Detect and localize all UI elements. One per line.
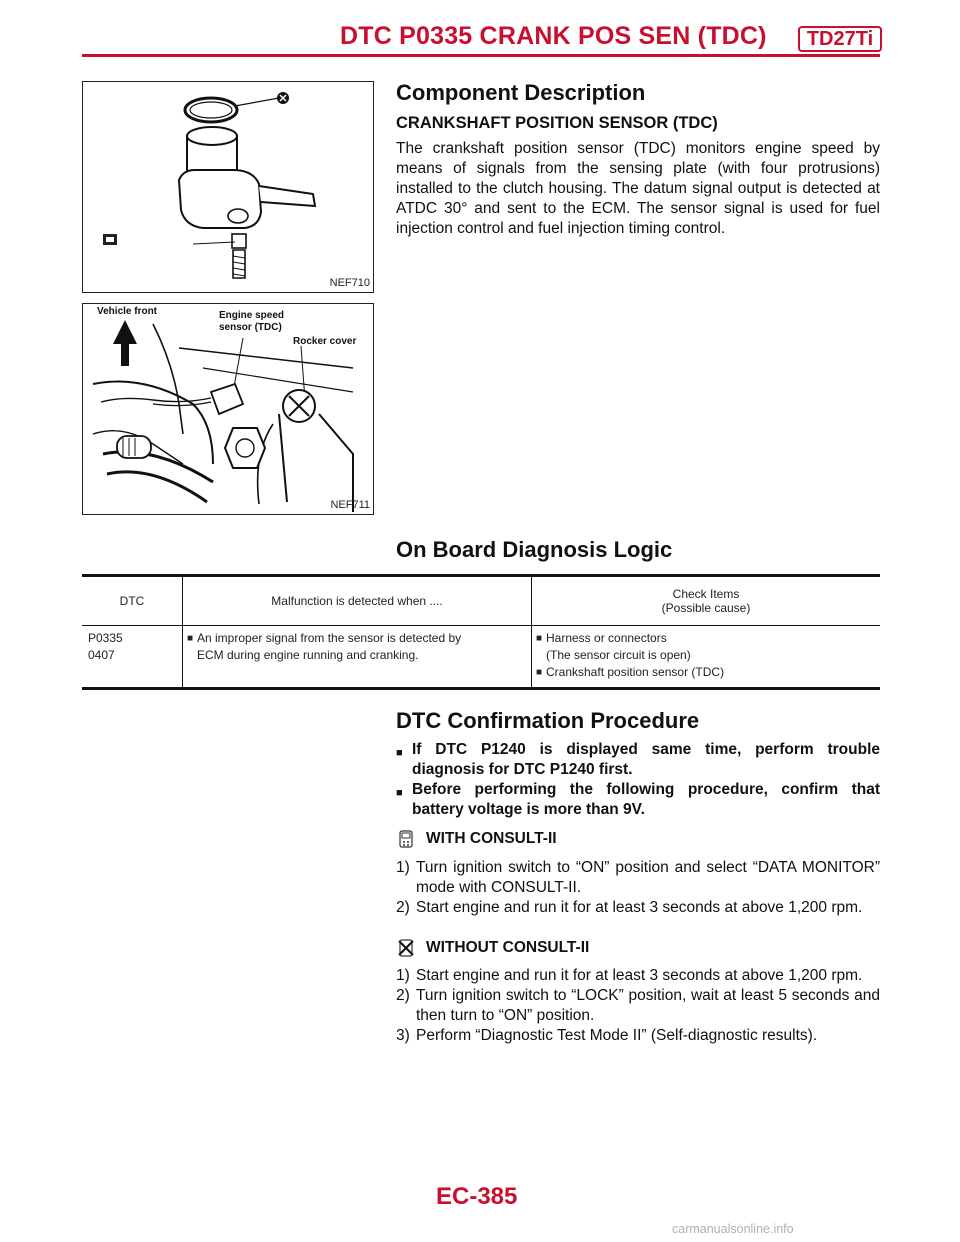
bullet-icon: ■ <box>187 633 194 644</box>
bullet-icon: ■ <box>536 633 543 644</box>
page-header-title: DTC P0335 CRANK POS SEN (TDC) <box>340 22 767 50</box>
list-item: ■ If DTC P1240 is displayed same time, perform trouble diagnosis for DTC P1240 first. <box>396 741 880 778</box>
subsection-title-sensor: CRANKSHAFT POSITION SENSOR (TDC) <box>396 114 718 132</box>
label-vehicle-front: Vehicle front <box>97 306 158 317</box>
component-description-text: The crankshaft position sensor (TDC) monitors engine speed by means of signals from the sensing plate (with four protrusions) installed to the clutch housing. The datum signal output is detected at ATDC 30° and sent to the ECM. The sensor signal is used for fuel injection control and fuel injection timing control. <box>396 140 880 237</box>
no-tester-icon <box>396 938 416 958</box>
cell-dtc: P0335 0407 <box>82 626 183 689</box>
bullet-icon: ■ <box>396 747 403 759</box>
without-consult-heading: WITHOUT CONSULT-II <box>396 938 589 958</box>
header-check-items: Check Items (Possible cause) <box>532 576 881 626</box>
figure-sensor-location <box>82 303 374 515</box>
watermark: carmanualsonline.info <box>672 1222 794 1236</box>
label-sensor-line2: sensor (TDC) <box>219 322 282 333</box>
model-badge: TD27Ti <box>798 26 882 52</box>
figure-reference: NEF711 <box>330 499 370 511</box>
replace-marker-icon <box>277 92 289 104</box>
confirmation-notes <box>396 740 880 820</box>
label-rocker-cover: Rocker cover <box>293 336 357 347</box>
header-malfunction: Malfunction is detected when .... <box>183 576 532 626</box>
cell-check-items: ■ Harness or connectors (The sensor circuit is open) ■ Crankshaft position sensor (TDC) <box>536 631 725 679</box>
with-consult-heading: WITH CONSULT-II <box>396 829 557 849</box>
figure-sensor-torque <box>82 81 374 293</box>
figure-reference: NEF710 <box>329 277 370 289</box>
section-title-component: Component Description <box>396 80 646 105</box>
cell-malfunction: ■ An improper signal from the sensor is detected by ECM during engine running and cranking. <box>183 626 532 689</box>
vehicle-front-arrow-icon <box>113 320 137 366</box>
label-sensor-line1: Engine speed <box>219 310 285 321</box>
torque-wrench-icon <box>103 234 117 245</box>
header-dtc: DTC <box>82 576 183 626</box>
list-item: 3) Perform “Diagnostic Test Mode II” (Self-diagnostic results). <box>396 1027 818 1044</box>
without-consult-steps <box>396 966 880 1046</box>
table-row <box>82 626 880 689</box>
table-header-row <box>82 576 880 626</box>
list-item: 2) Turn ignition switch to “LOCK” position, wait at least 5 seconds and then turn to “ON” position. <box>396 987 880 1024</box>
section-title-confirmation: DTC Confirmation Procedure <box>396 708 700 733</box>
list-item: 1) Start engine and run it for at least 3 seconds at above 1,200 rpm. <box>396 967 863 984</box>
list-item: 2) Start engine and run it for at least 3 seconds at above 1,200 rpm. <box>396 899 863 916</box>
consult-tester-icon <box>396 829 416 849</box>
list-item: ■ Before performing the following procedure, confirm that battery voltage is more than 9V. <box>396 781 880 818</box>
bullet-icon: ■ <box>396 787 403 799</box>
with-consult-steps <box>396 858 880 918</box>
section-title-obd: On Board Diagnosis Logic <box>396 537 673 562</box>
sensor-illustration <box>83 82 373 292</box>
bullet-icon: ■ <box>536 667 543 678</box>
list-item: 1) Turn ignition switch to “ON” position and select “DATA MONITOR” mode with CONSULT-II. <box>396 859 880 896</box>
header-rule <box>82 54 880 57</box>
diagnosis-logic-table <box>82 574 880 690</box>
page-number: EC-385 <box>436 1183 518 1210</box>
